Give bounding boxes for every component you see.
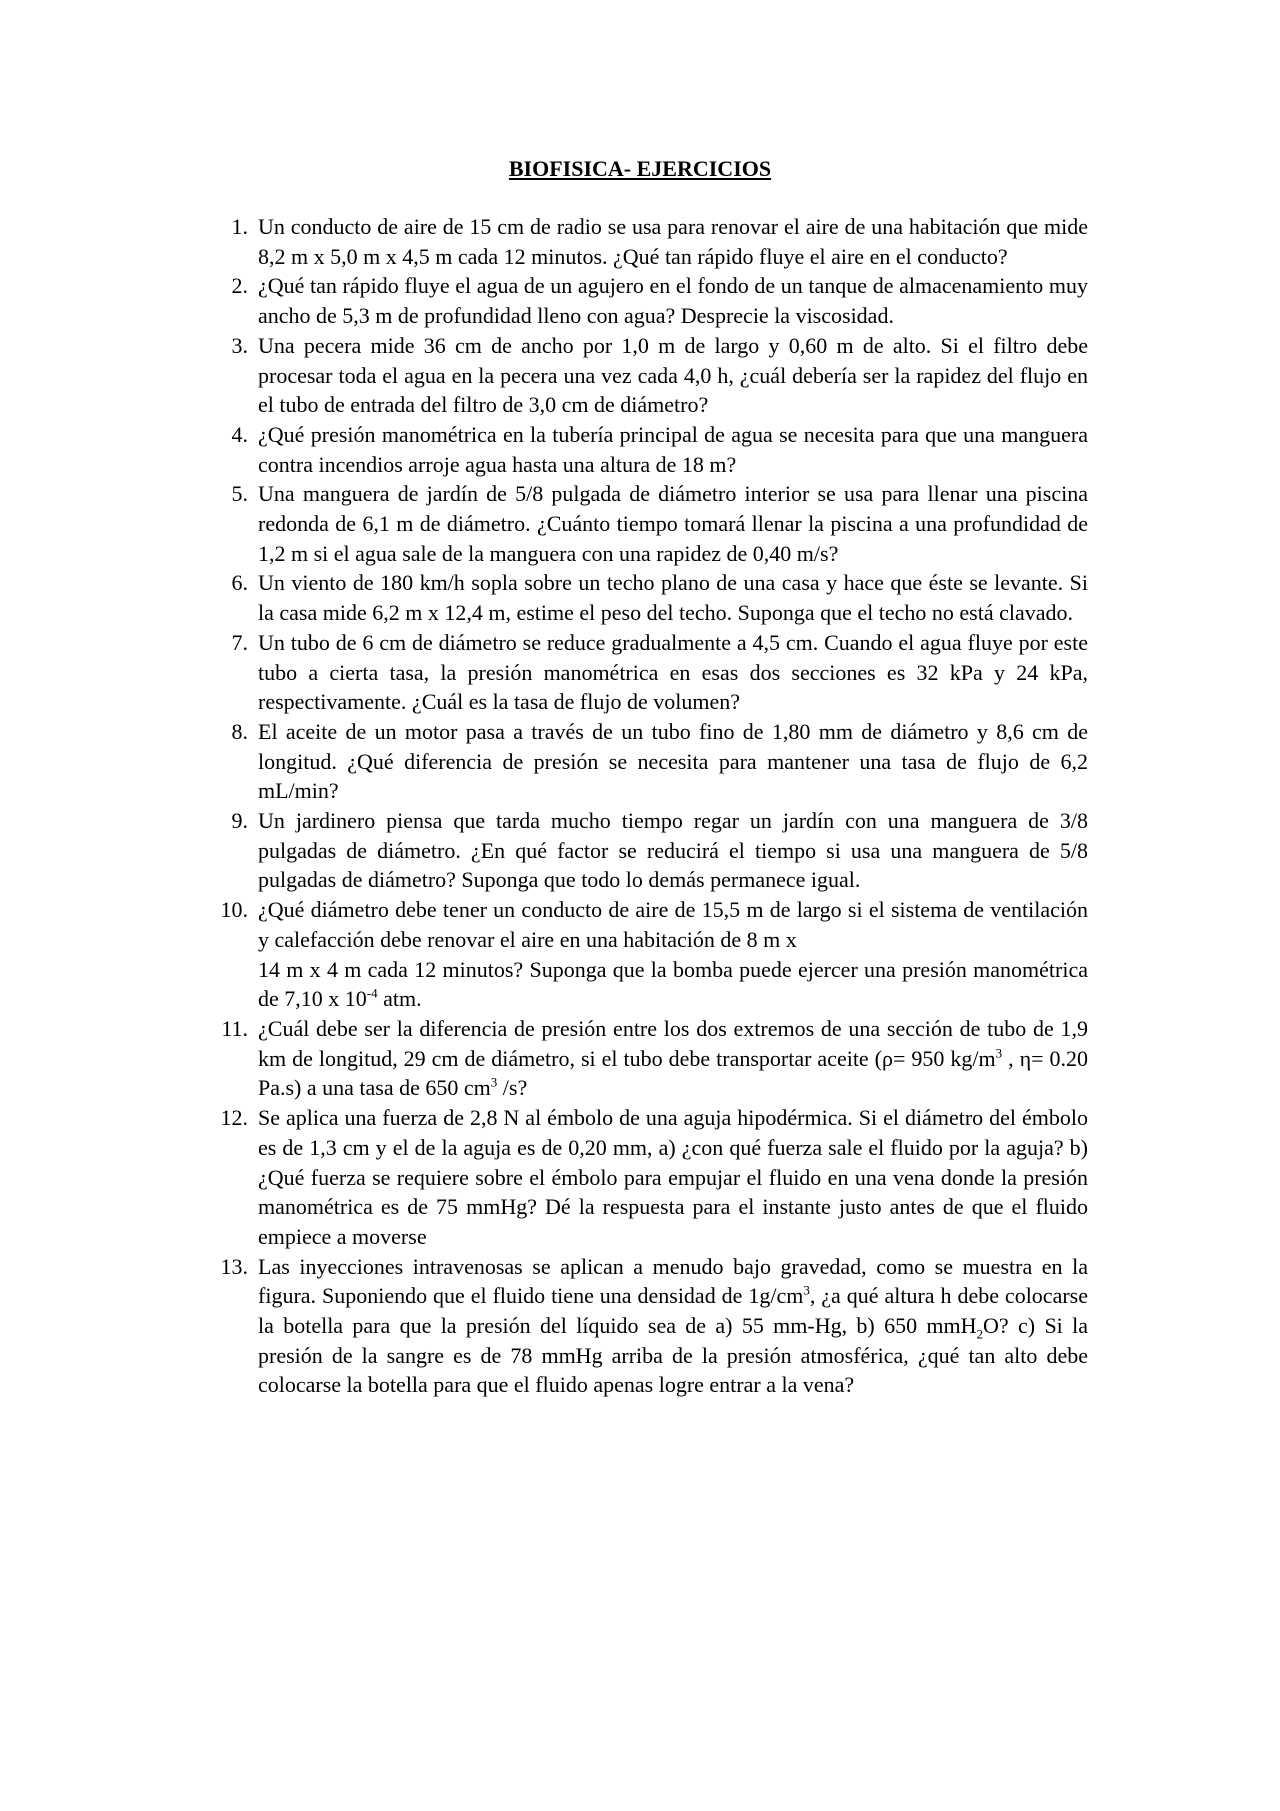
exercise-item xyxy=(231,331,1088,420)
exercise-text: ¿Cuál debe ser la diferencia de presión entre los dos extremos de una sección de tubo de 1,9 km de longitud, 29 cm de diámetro, si el tubo debe transportar aceite (ρ= 950 kg/m xyxy=(258,1015,1088,1071)
exercise-text: El aceite de un motor pasa a través de un tubo fino de 1,80 mm de diámetro y 8,6 cm de longitud. ¿Qué diferencia de presión se necesita para mantener una tasa de flujo de 6,2 mL/min? xyxy=(258,718,1088,804)
exercise-number: 5. xyxy=(231,481,248,507)
exercise-number: 1. xyxy=(231,214,248,239)
exercise-number: 9. xyxy=(231,808,248,834)
exercise-text: Una pecera mide 36 cm de ancho por 1,0 m de largo y 0,60 m de alto. Si el filtro debe procesar toda el agua en la pecera una vez cada 4,0 h, ¿cuál debería ser la rapidez del flujo en el tubo de entrada del filtro de 3,0 cm de diámetro? xyxy=(258,332,1088,418)
exercise-text: ¿Qué tan rápido fluye el agua de un agujero en el fondo de un tanque de almacenamiento muy ancho de 5,3 m de profundidad lleno con agua? Desprecie la viscosidad. xyxy=(258,273,1088,329)
exercise-item xyxy=(220,1252,1088,1401)
exercise-text: Se aplica una fuerza de 2,8 N al émbolo de una aguja hipodérmica. Si el diámetro del émbolo es de 1,3 cm y el de la aguja es de 0,20 mm, a) ¿con qué fuerza sale el fluido por la aguja? b) ¿Qué fuerza se requiere sobre el émbolo para empujar el fluido en una vena donde la presión manométrica es de 75 mmHg? Dé la respuesta para el instante justo antes de que el fluido empiece a moverse xyxy=(258,1105,1088,1249)
exercise-item xyxy=(221,1014,1088,1103)
exercise-item xyxy=(220,1103,1088,1252)
subscript: 2 xyxy=(976,1326,984,1342)
exercise-text: Un jardinero piensa que tarda mucho tiempo regar un jardín con una manguera de 3/8 pulgadas de diámetro. ¿En qué factor se reducirá el tiempo si usa una manguera de 5/8 pulgadas de diámetro? Suponga que todo lo demás permanece igual. xyxy=(258,808,1088,893)
exercise-text: ¿Qué presión manométrica en la tubería principal de agua se necesita para que una manguera contra incendios arroje agua hasta una altura de 18 m? xyxy=(258,421,1088,477)
exercise-item xyxy=(231,420,1088,479)
exercise-item xyxy=(220,895,1088,1014)
exercise-text: Un tubo de 6 cm de diámetro se reduce gradualmente a 4,5 cm. Cuando el agua fluye por este tubo a cierta tasa, la presión manométrica en esas dos secciones es 32 kPa y 24 kPa, respectivamente. ¿Cuál es la tasa de flujo de volumen? xyxy=(258,629,1088,715)
exercise-text: Una manguera de jardín de 5/8 pulgada de diámetro interior se usa para llenar una piscina redonda de 6,1 m de diámetro. ¿Cuánto tiempo tomará llenar la piscina a una profundidad de 1,2 m si el agua sale de la manguera con una rapidez de 0,40 m/s? xyxy=(258,481,1088,566)
exercise-text: 14 m x 4 m cada 12 minutos? Suponga que la bomba puede ejercer una presión manométrica de 7,10 x 10 xyxy=(258,956,1088,1012)
exercise-text: Un conducto de aire de 15 cm de radio se usa para renovar el aire de una habitación que mide 8,2 m x 5,0 m x 4,5 m cada 12 minutos. ¿Qué tan rápido fluye el aire en el conducto? xyxy=(258,214,1088,269)
exercise-text: Un viento de 180 km/h sopla sobre un techo plano de una casa y hace que éste se levante. Si la casa mide 6,2 m x 12,4 m, estime el peso del techo. Suponga que el techo no está clavado. xyxy=(258,570,1088,626)
exercise-text: Las inyecciones intravenosas se aplican a menudo bajo gravedad, como se muestra en la figura. Suponiendo que el fluido tiene una densidad de 1g/cm xyxy=(258,1253,1088,1309)
exercise-number: 13. xyxy=(220,1253,248,1279)
exercise-number: 4. xyxy=(231,421,248,447)
exercise-number: 2. xyxy=(231,273,248,299)
exercise-item xyxy=(231,717,1088,806)
exercise-text: /s? xyxy=(497,1075,528,1101)
exercise-number: 10. xyxy=(220,897,248,923)
exercise-text: ¿Qué diámetro debe tener un conducto de aire de 15,5 m de largo si el sistema de ventilación y calefacción debe renovar el aire en una habitación de 8 m x xyxy=(258,897,1088,952)
exercise-text: , ¿a qué altura h debe colocarse la botella para que la presión del líquido sea de a) 55 mm-Hg, b) 650 mmH xyxy=(258,1283,1088,1339)
exercise-item xyxy=(231,479,1088,568)
exercise-item xyxy=(231,568,1088,627)
exercise-item xyxy=(231,212,1088,271)
exercise-text: O? c) Si la presión de la sangre es de 78 mmHg arriba de la presión atmosférica, ¿qué tan alto debe colocarse la botella para que el fluido apenas logre entrar a la vena? xyxy=(258,1313,1088,1398)
exercise-number: 3. xyxy=(231,332,248,358)
exercise-number: 6. xyxy=(231,570,248,596)
exercise-list xyxy=(220,212,1088,1400)
document-title: BIOFISICA- EJERCICIOS xyxy=(508,156,772,181)
exercise-text: , η= 0.20 Pa.s) a una tasa de 650 cm xyxy=(258,1045,1088,1101)
exercise-text: atm. xyxy=(377,986,422,1012)
exponent: 3 xyxy=(995,1045,1003,1061)
exponent: -4 xyxy=(366,985,378,1001)
exercise-number: 12. xyxy=(220,1105,248,1131)
exercise-number: 11. xyxy=(221,1015,248,1041)
exercise-number: 7. xyxy=(231,629,248,655)
exercise-item xyxy=(231,806,1088,895)
exponent: 3 xyxy=(803,1282,810,1298)
exercise-item xyxy=(231,271,1088,330)
exercise-item xyxy=(231,628,1088,717)
exponent: 3 xyxy=(490,1075,498,1091)
exercise-number: 8. xyxy=(231,718,248,744)
